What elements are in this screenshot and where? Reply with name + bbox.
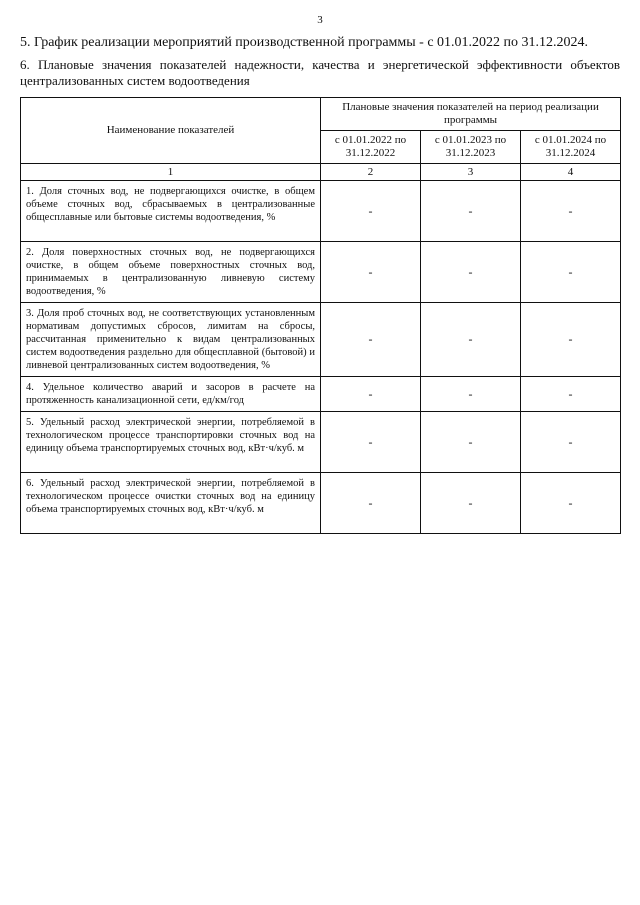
indicator-value: - bbox=[421, 377, 521, 412]
indicator-value: - bbox=[321, 412, 421, 473]
indicator-name: 6. Удельный расход электрической энергии, потребляемой в технологическом процессе очистки сточных вод на единицу объема транспортируемых сточных вод, кВт·ч/куб. м bbox=[21, 473, 321, 534]
indicator-name: 1. Доля сточных вод, не подвергающихся очистке, в общем объеме сточных вод, сбрасываемых в централизованные общесплавные или бытовые системы водоотведения, % bbox=[21, 181, 321, 242]
section-6-title: 6. Плановые значения показателей надежности, качества и энергетической эффективности объектов централизованных систем водоотведения bbox=[20, 57, 620, 88]
page-number: 3 bbox=[317, 14, 323, 26]
indicator-value: - bbox=[321, 303, 421, 377]
indicator-value: - bbox=[421, 412, 521, 473]
table-row bbox=[21, 303, 621, 377]
header-period-2022: с 01.01.2022 по 31.12.2022 bbox=[321, 131, 421, 164]
table-row bbox=[21, 181, 621, 242]
column-number: 3 bbox=[421, 164, 521, 181]
indicator-value: - bbox=[521, 412, 621, 473]
header-period-2023: с 01.01.2023 по 31.12.2023 bbox=[421, 131, 521, 164]
column-number: 2 bbox=[321, 164, 421, 181]
indicator-value: - bbox=[321, 377, 421, 412]
indicator-value: - bbox=[421, 473, 521, 534]
header-period-2024: с 01.01.2024 по 31.12.2024 bbox=[521, 131, 621, 164]
indicator-value: - bbox=[521, 303, 621, 377]
indicator-name: 5. Удельный расход электрической энергии, потребляемой в технологическом процессе транспортировки сточных вод на единицу объема транспортируемых сточных вод, кВт·ч/куб. м bbox=[21, 412, 321, 473]
indicator-name: 3. Доля проб сточных вод, не соответствующих установленным нормативам допустимых сбросов, лимитам на сбросы, рассчитанная применительно к видам централизованных систем водоотведения раздельно для общесплавной (бытовой) и ливневой централизованных систем водоотведения, % bbox=[21, 303, 321, 377]
indicator-name: 4. Удельное количество аварий и засоров в расчете на протяженность канализационной сети, ед/км/год bbox=[21, 377, 321, 412]
section-5-title: 5. График реализации мероприятий производственной программы - с 01.01.2022 по 31.12.2024. bbox=[20, 35, 589, 50]
indicator-value: - bbox=[521, 377, 621, 412]
indicator-value: - bbox=[521, 242, 621, 303]
indicator-value: - bbox=[521, 473, 621, 534]
table-row bbox=[21, 377, 621, 412]
indicator-value: - bbox=[321, 473, 421, 534]
table-row bbox=[21, 242, 621, 303]
indicator-value: - bbox=[521, 181, 621, 242]
indicator-value: - bbox=[321, 242, 421, 303]
table-row bbox=[21, 412, 621, 473]
indicator-value: - bbox=[421, 242, 521, 303]
indicator-value: - bbox=[421, 303, 521, 377]
header-indicator-name: Наименование показателей bbox=[21, 98, 321, 164]
column-number: 4 bbox=[521, 164, 621, 181]
column-number: 1 bbox=[21, 164, 321, 181]
indicator-value: - bbox=[421, 181, 521, 242]
header-planned-values: Плановые значения показателей на период реализации программы bbox=[321, 98, 621, 131]
table-row bbox=[21, 473, 621, 534]
indicator-name: 2. Доля поверхностных сточных вод, не подвергающихся очистке, в общем объеме поверхностных сточных вод, принимаемых в централизованную ливневую систему водоотведения, % bbox=[21, 242, 321, 303]
indicator-value: - bbox=[321, 181, 421, 242]
indicators-table bbox=[20, 97, 621, 534]
